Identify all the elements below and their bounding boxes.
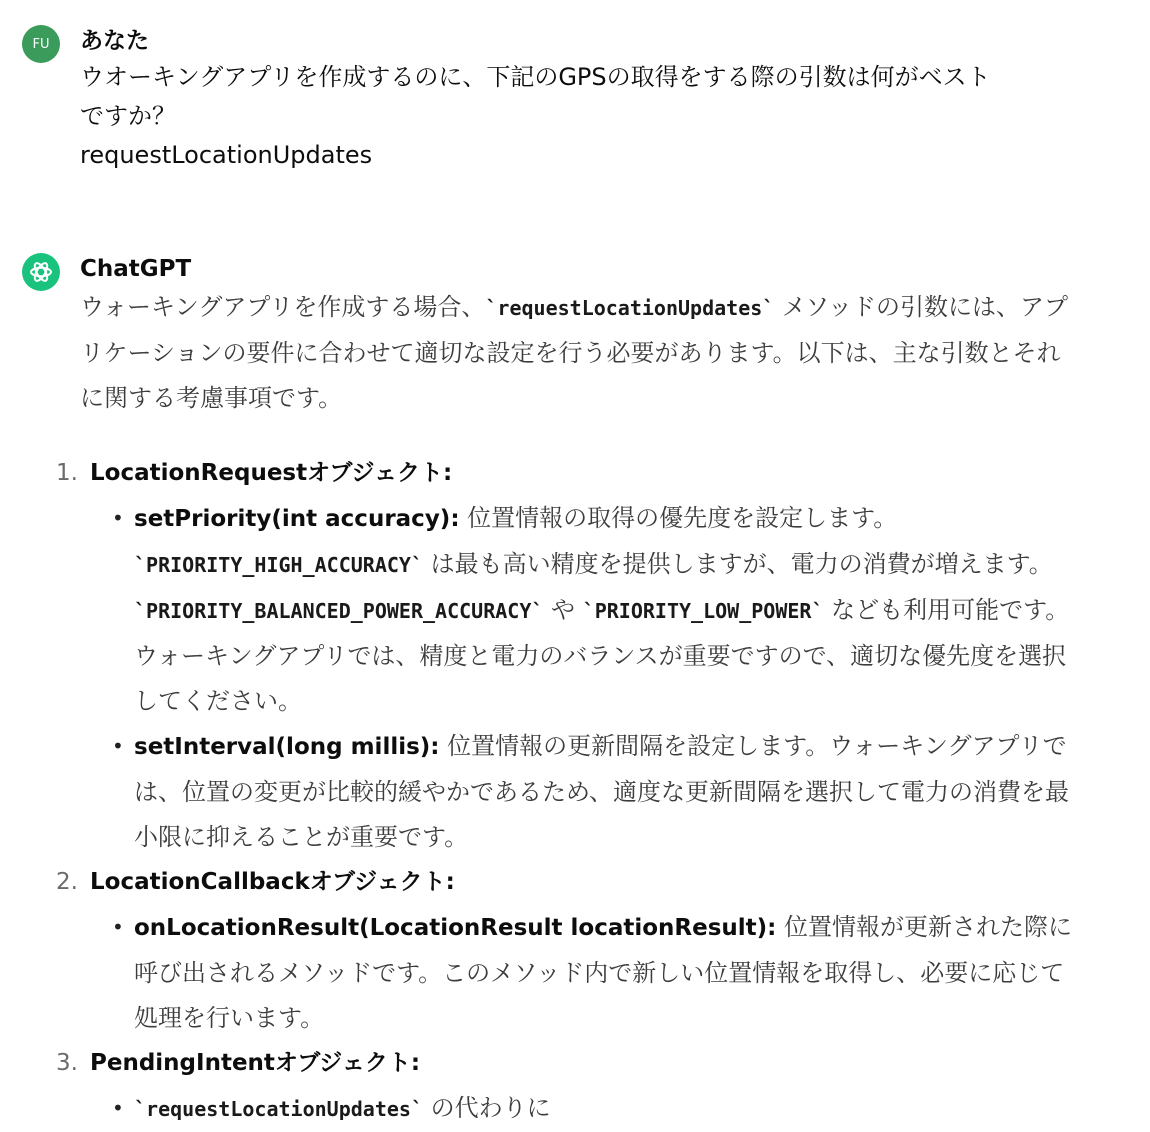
user-avatar bbox=[22, 25, 60, 63]
sub-item-label: onLocationResult(LocationResult locationResult): bbox=[134, 915, 777, 941]
list-item-title: LocationRequestオブジェクト: bbox=[90, 460, 453, 486]
intro-text-1: ウォーキングアプリを作成する場合、 bbox=[80, 293, 486, 321]
list-number: 2. bbox=[56, 869, 78, 895]
list-item-title: PendingIntentオブジェクト: bbox=[90, 1050, 421, 1076]
list-number: 3. bbox=[56, 1050, 78, 1076]
bullet-icon: • bbox=[112, 1096, 124, 1120]
inline-code: `PRIORITY_BALANCED_POWER_ACCURACY` bbox=[134, 599, 544, 623]
intro-code: `requestLocationUpdates` bbox=[485, 296, 775, 320]
sub-list-item bbox=[112, 1086, 1080, 1132]
bullet-icon: • bbox=[112, 915, 124, 939]
list-item bbox=[56, 1041, 1080, 1132]
list-item-title: LocationCallbackオブジェクト: bbox=[90, 869, 455, 895]
chatgpt-logo-icon bbox=[22, 253, 60, 291]
bullet-icon: • bbox=[112, 506, 124, 530]
sub-list bbox=[90, 905, 1080, 1041]
bullet-icon: • bbox=[112, 734, 124, 758]
argument-list bbox=[56, 451, 1080, 1132]
sub-list-item bbox=[112, 905, 1080, 1041]
sub-list-item bbox=[112, 496, 1080, 724]
sub-item-text: なども利用可能です。ウォーキングアプリでは、精度と電力のバランスが重要ですので、適切な優先度を選択してください。 bbox=[134, 596, 1070, 715]
sub-item-text: 位置情報が更新された際に呼び出されるメソッドです。このメソッド内で新しい位置情報を取得し、必要に応じて処理を行います。 bbox=[134, 913, 1073, 1032]
sub-item-text: は最も高い精度を提供しますが、電力の消費が増えます。 bbox=[422, 550, 1053, 578]
user-message-text: ウオーキングアプリを作成するのに、下記のGPSの取得をする際の引数は何がベスト ですか？ requestLocationUpdates bbox=[80, 63, 991, 169]
list-item bbox=[56, 860, 1080, 1041]
list-number: 1. bbox=[56, 460, 78, 486]
sub-item-label: setPriority(int accuracy): bbox=[134, 506, 460, 532]
assistant-name: ChatGPT bbox=[80, 256, 192, 282]
user-avatar-initials: FU bbox=[32, 36, 50, 52]
sub-list bbox=[90, 496, 1080, 860]
assistant-intro bbox=[80, 285, 1080, 421]
sub-item-text: 位置情報の更新間隔を設定します。ウォーキングアプリでは、位置の変更が比較的緩やかであるため、適度な更新間隔を選択して電力の消費を最小限に抑えることが重要です。 bbox=[134, 732, 1070, 851]
inline-code: `PRIORITY_HIGH_ACCURACY` bbox=[134, 553, 423, 577]
sub-item-text: の代わりに bbox=[422, 1094, 551, 1122]
inline-code: `requestLocationUpdates` bbox=[134, 1097, 423, 1121]
sub-item-text: 位置情報の取得の優先度を設定します。 bbox=[459, 504, 898, 532]
sub-list-item bbox=[112, 724, 1080, 860]
sub-list bbox=[90, 1086, 1080, 1132]
sub-item-text: や bbox=[543, 596, 583, 624]
intro-text-2: メソッドの引数には、アプリケーションの要件に合わせて適切な設定を行う必要があります。以下は、主な引数とそれに関する考慮事項です。 bbox=[80, 293, 1069, 412]
list-item bbox=[56, 451, 1080, 860]
inline-code: `PRIORITY_LOW_POWER` bbox=[582, 599, 824, 623]
sub-item-label: setInterval(long millis): bbox=[134, 734, 440, 760]
user-name: あなた bbox=[80, 28, 149, 54]
